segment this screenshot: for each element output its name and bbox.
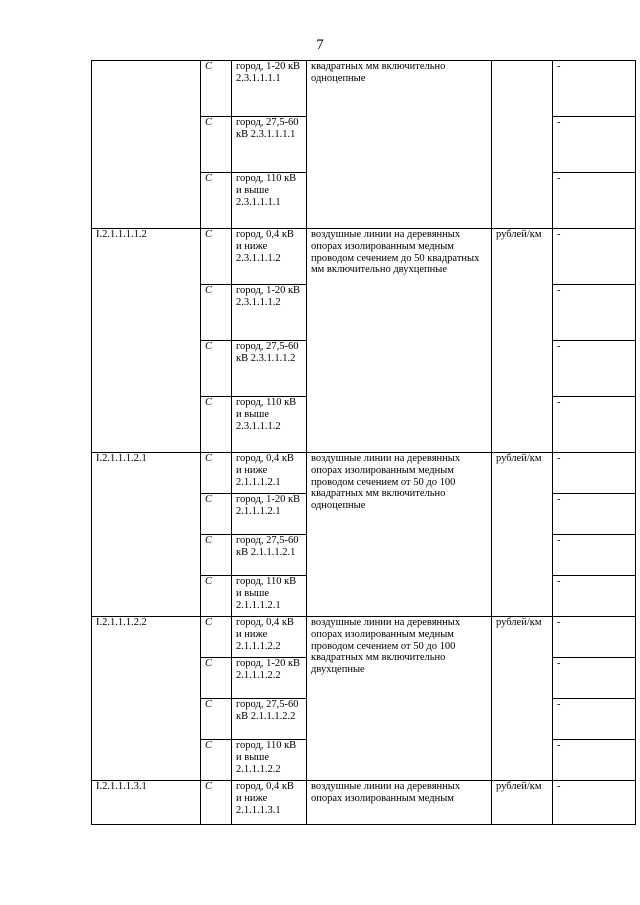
row-value: -	[553, 699, 636, 740]
tariff-table	[91, 60, 636, 825]
row-letter: С	[201, 61, 232, 117]
row-letter: С	[201, 576, 232, 617]
row-value: -	[553, 740, 636, 781]
row-letter: С	[201, 229, 232, 285]
row-letter: С	[201, 699, 232, 740]
row-value: -	[553, 61, 636, 117]
table-row	[92, 453, 636, 494]
row-value: -	[553, 576, 636, 617]
row-description: воздушные линии на деревянных опорах изолированным медным	[307, 781, 492, 825]
row-name: город, 0,4 кВ и ниже 2.3.1.1.1.2	[232, 229, 307, 285]
row-value: -	[553, 173, 636, 229]
row-description: воздушные линии на деревянных опорах изолированным медным проводом сечением от 50 до 100 квадратных мм включительно двухцепные	[307, 617, 492, 781]
row-name: город, 27,5-60 кВ 2.3.1.1.1.1	[232, 117, 307, 173]
row-value: -	[553, 229, 636, 285]
row-letter: С	[201, 453, 232, 494]
table-row	[92, 617, 636, 658]
row-letter: С	[201, 173, 232, 229]
table-row	[92, 229, 636, 285]
row-value: -	[553, 341, 636, 397]
row-value: -	[553, 781, 636, 825]
row-letter: С	[201, 781, 232, 825]
row-name: город, 0,4 кВ и ниже 2.1.1.1.2.2	[232, 617, 307, 658]
row-name: город, 110 кВ и выше 2.3.1.1.1.1	[232, 173, 307, 229]
row-description: воздушные линии на деревянных опорах изолированным медным проводом сечением от 50 до 100 квадратных мм включительно одноцепные	[307, 453, 492, 617]
row-name: город, 110 кВ и выше 2.1.1.1.2.1	[232, 576, 307, 617]
row-unit: рублей/км	[492, 229, 553, 453]
row-name: город, 27,5-60 кВ 2.1.1.1.2.2	[232, 699, 307, 740]
row-letter: С	[201, 117, 232, 173]
row-unit: рублей/км	[492, 453, 553, 617]
row-unit: рублей/км	[492, 781, 553, 825]
page-number: 7	[316, 37, 324, 53]
row-code: I.2.1.1.1.1.2	[92, 229, 201, 453]
row-letter: С	[201, 341, 232, 397]
row-name: город, 1-20 кВ 2.3.1.1.1.1	[232, 61, 307, 117]
row-name: город, 110 кВ и выше 2.3.1.1.1.2	[232, 397, 307, 453]
row-letter: С	[201, 397, 232, 453]
row-name: город, 1-20 кВ 2.3.1.1.1.2	[232, 285, 307, 341]
row-code: I.2.1.1.1.3.1	[92, 781, 201, 825]
row-unit: рублей/км	[492, 617, 553, 781]
row-description: воздушные линии на деревянных опорах изолированным медным проводом сечением до 50 квадратных мм включительно двухцепные	[307, 229, 492, 453]
row-letter: С	[201, 285, 232, 341]
table-row	[92, 781, 636, 825]
row-value: -	[553, 617, 636, 658]
row-letter: С	[201, 494, 232, 535]
row-name: город, 1-20 кВ 2.1.1.1.2.2	[232, 658, 307, 699]
row-letter: С	[201, 617, 232, 658]
row-letter: С	[201, 535, 232, 576]
row-value: -	[553, 535, 636, 576]
row-value: -	[553, 494, 636, 535]
row-name: город, 0,4 кВ и ниже 2.1.1.1.3.1	[232, 781, 307, 825]
row-unit	[492, 61, 553, 229]
row-letter: С	[201, 740, 232, 781]
row-code	[92, 61, 201, 229]
row-value: -	[553, 658, 636, 699]
table-row	[92, 61, 636, 117]
row-description: квадратных мм включительно одноцепные	[307, 61, 492, 229]
row-name: город, 1-20 кВ 2.1.1.1.2.1	[232, 494, 307, 535]
row-value: -	[553, 117, 636, 173]
row-name: город, 27,5-60 кВ 2.1.1.1.2.1	[232, 535, 307, 576]
row-name: город, 0,4 кВ и ниже 2.1.1.1.2.1	[232, 453, 307, 494]
row-value: -	[553, 453, 636, 494]
row-code: I.2.1.1.1.2.1	[92, 453, 201, 617]
row-name: город, 110 кВ и выше 2.1.1.1.2.2	[232, 740, 307, 781]
row-letter: С	[201, 658, 232, 699]
row-value: -	[553, 285, 636, 341]
row-value: -	[553, 397, 636, 453]
row-name: город, 27,5-60 кВ 2.3.1.1.1.2	[232, 341, 307, 397]
row-code: I.2.1.1.1.2.2	[92, 617, 201, 781]
